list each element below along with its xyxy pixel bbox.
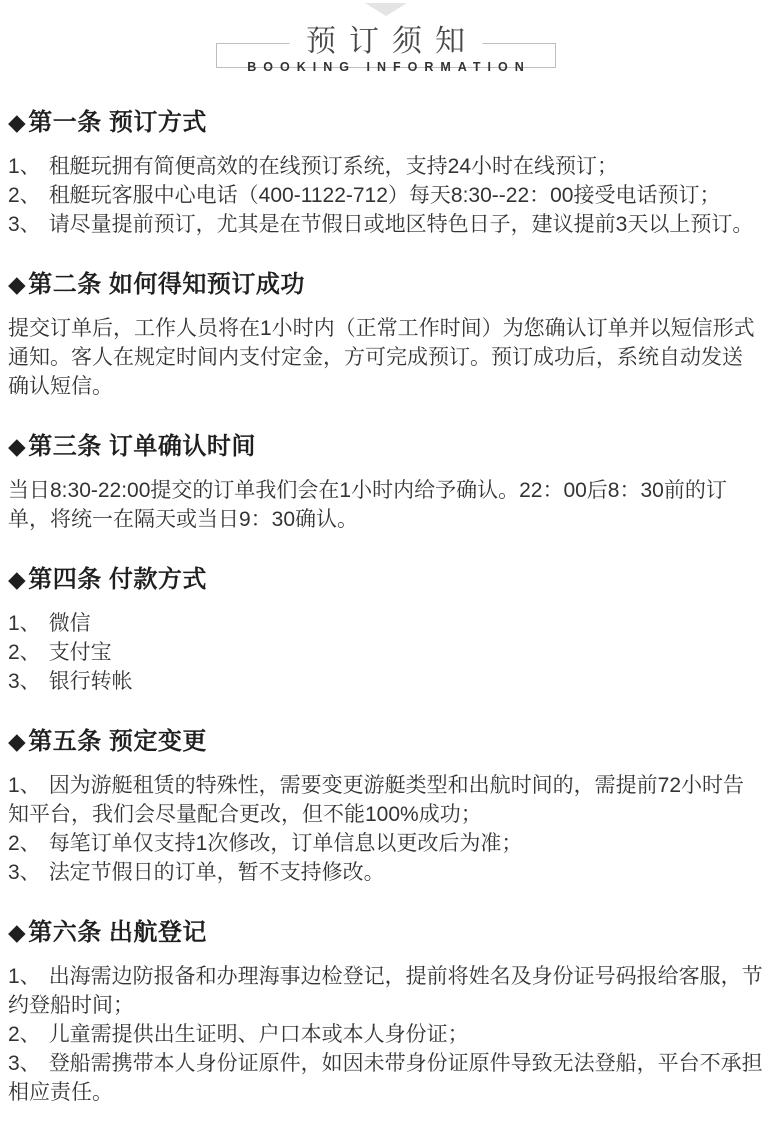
section-paragraph: 当日8:30-22:00提交的订单我们会在1小时内给予确认。22：00后8：30前的订单，将统一在隔天或当日9：30确认。: [8, 479, 727, 531]
list-item-text: 微信: [48, 612, 91, 635]
list-item-number: 2、: [8, 1023, 41, 1046]
list-item: [8, 667, 763, 696]
list-item-text: 每笔订单仅支持1次修改，订单信息以更改后为准；: [48, 832, 523, 855]
collapse-arrow-icon: [365, 3, 407, 16]
list-item: [8, 609, 763, 638]
list-item-text: 法定节假日的订单，暂不支持修改。: [48, 861, 385, 884]
section-heading: [8, 728, 763, 755]
diamond-bullet-icon: ◆: [8, 728, 27, 754]
section-heading-text: 第三条 订单确认时间: [28, 433, 256, 460]
list-item-text: 儿童需提供出生证明、户口本或本人身份证；: [48, 1023, 469, 1046]
list-item-number: 1、: [8, 965, 41, 988]
section-heading: [8, 271, 763, 298]
list-item: [8, 1049, 763, 1107]
diamond-bullet-icon: ◆: [8, 433, 27, 459]
list-item-text: 因为游艇租赁的特殊性，需要变更游艇类型和出航时间的，需提前72小时告知平台，我们会尽量配合更改，但不能100%成功；: [8, 774, 745, 826]
list-item: [8, 638, 763, 667]
section-article-6: [8, 919, 763, 1107]
list-item-text: 租艇玩拥有简便高效的在线预订系统，支持24小时在线预订；: [48, 155, 619, 178]
section-heading: [8, 433, 763, 460]
page-header: [8, 0, 763, 77]
section-article-1: [8, 109, 763, 239]
section-heading: [8, 919, 763, 946]
section-heading-text: 第五条 预定变更: [28, 728, 207, 755]
list-item: [8, 858, 763, 887]
section-article-3: [8, 433, 763, 534]
section-article-2: [8, 271, 763, 401]
section-heading: [8, 109, 763, 136]
list-item-text: 支付宝: [48, 641, 112, 664]
page-subtitle: BOOKING INFORMATION: [247, 60, 531, 74]
list-item: [8, 210, 763, 239]
diamond-bullet-icon: ◆: [8, 271, 27, 297]
page-title: 预订须知: [289, 26, 482, 57]
list-item-number: 3、: [8, 861, 41, 884]
section-heading-text: 第四条 付款方式: [28, 566, 207, 593]
list-item-number: 1、: [8, 612, 41, 635]
list-item-number: 3、: [8, 670, 41, 693]
list-item: [8, 962, 763, 1020]
list-item-number: 1、: [8, 774, 41, 797]
list-item: [8, 152, 763, 181]
diamond-bullet-icon: ◆: [8, 566, 27, 592]
list-item-text: 出海需边防报备和办理海事边检登记，提前将姓名及身份证号码报给客服，节约登船时间；: [8, 965, 763, 1017]
list-item-number: 3、: [8, 213, 41, 236]
section-heading-text: 第二条 如何得知预订成功: [28, 271, 305, 298]
list-item-number: 2、: [8, 184, 41, 207]
list-item-text: 租艇玩客服中心电话（400-1122-712）每天8:30--22：00接受电话预订；: [48, 184, 721, 207]
list-item: [8, 1020, 763, 1049]
list-item-text: 请尽量提前预订，尤其是在节假日或地区特色日子，建议提前3天以上预订。: [48, 213, 754, 236]
list-item-number: 1、: [8, 155, 41, 178]
list-item-text: 银行转帐: [48, 670, 133, 693]
list-item-text: 登船需携带本人身份证原件，如因未带身份证原件导致无法登船，平台不承担相应责任。: [8, 1052, 763, 1104]
section-heading-text: 第六条 出航登记: [28, 919, 207, 946]
section-paragraph: 提交订单后，工作人员将在1小时内（正常工作时间）为您确认订单并以短信形式通知。客人在规定时间内支付定金，方可完成预订。预订成功后，系统自动发送确认短信。: [8, 317, 755, 398]
list-item: [8, 771, 763, 829]
diamond-bullet-icon: ◆: [8, 919, 27, 945]
list-item-number: 2、: [8, 832, 41, 855]
list-item-number: 2、: [8, 641, 41, 664]
diamond-bullet-icon: ◆: [8, 109, 27, 135]
list-item: [8, 181, 763, 210]
section-heading-text: 第一条 预订方式: [28, 109, 207, 136]
list-item: [8, 829, 763, 858]
list-item-number: 3、: [8, 1052, 41, 1075]
section-article-5: [8, 728, 763, 887]
section-article-4: [8, 566, 763, 696]
section-heading: [8, 566, 763, 593]
